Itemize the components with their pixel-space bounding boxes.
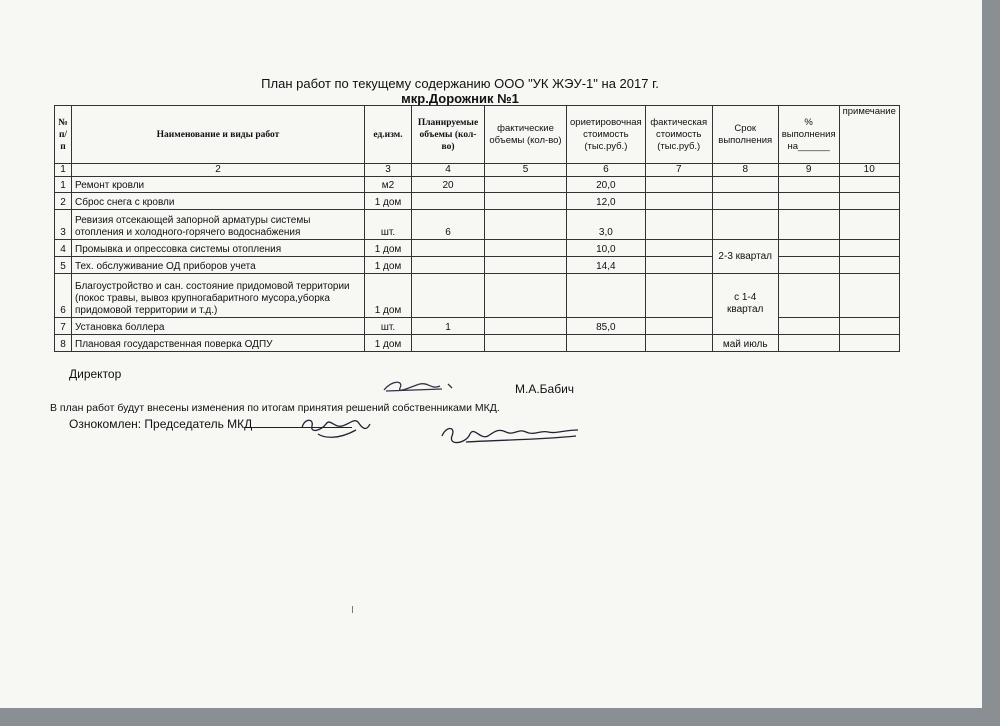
- row-note: [839, 210, 899, 240]
- row-actual-cost: [645, 177, 712, 193]
- row-number: 6: [55, 274, 72, 318]
- header-percent: % выполнения на______: [778, 106, 839, 164]
- row-name: Тех. обслуживание ОД приборов учета: [72, 257, 365, 274]
- row-note: [839, 177, 899, 193]
- director-label: Директор: [69, 367, 122, 381]
- row-unit: 1 дом: [365, 240, 412, 257]
- row-note: [839, 274, 899, 318]
- row-actual-volume: [485, 335, 567, 352]
- col-number: 7: [645, 164, 712, 177]
- row-deadline: май июль: [712, 335, 778, 352]
- row-planned: 20: [412, 177, 485, 193]
- col-number: 2: [72, 164, 365, 177]
- col-number: 1: [55, 164, 72, 177]
- row-number: 5: [55, 257, 72, 274]
- header-actual-cost: фактическая стоимость (тыс.руб.): [645, 106, 712, 164]
- row-actual-volume: [485, 274, 567, 318]
- header-note: примечание: [839, 106, 899, 164]
- row-note: [839, 335, 899, 352]
- chairman-signature: [298, 412, 378, 442]
- col-number: 10: [839, 164, 899, 177]
- row-planned: 6: [412, 210, 485, 240]
- row-number: 4: [55, 240, 72, 257]
- document-subtitle: мкр.Дорожник №1: [401, 91, 519, 106]
- row-actual-volume: [485, 193, 567, 210]
- col-number: 5: [485, 164, 567, 177]
- table-header-row: [55, 106, 900, 164]
- row-name: Промывка и опрессовка системы отопления: [72, 240, 365, 257]
- header-name: Наименование и виды работ: [72, 106, 365, 164]
- row-actual-cost: [645, 274, 712, 318]
- ack-label: Ознокомлен: Председатель МКД: [69, 417, 253, 431]
- row-est-cost: 12,0: [567, 193, 646, 210]
- col-number: 9: [778, 164, 839, 177]
- row-percent: [778, 335, 839, 352]
- second-signature: [436, 418, 586, 452]
- col-number: 4: [412, 164, 485, 177]
- row-unit: шт.: [365, 318, 412, 335]
- row-planned: 1: [412, 318, 485, 335]
- row-unit: 1 дом: [365, 257, 412, 274]
- row-unit: м2: [365, 177, 412, 193]
- row-percent: [778, 240, 839, 257]
- row-note: [839, 318, 899, 335]
- row-percent: [778, 210, 839, 240]
- table-row: [55, 193, 900, 210]
- changes-note: В план работ будут внесены изменения по итогам принятия решений собственниками МКД.: [50, 402, 500, 414]
- row-name: Ревизия отсекающей запорной арматуры системы отопления и холодного-горячего водоснабжения: [72, 210, 365, 240]
- row-name: Благоустройство и сан. состояние придомовой территории (покос травы, вывоз крупногабаритного мусора,уборка придомовой территории и т.д.): [72, 274, 365, 318]
- row-name: Сброс снега с кровли: [72, 193, 365, 210]
- row-deadline: [712, 177, 778, 193]
- row-number: 1: [55, 177, 72, 193]
- row-actual-volume: [485, 318, 567, 335]
- row-number: 3: [55, 210, 72, 240]
- scan-mark: [352, 606, 353, 613]
- row-est-cost: 3,0: [567, 210, 646, 240]
- row-number: 8: [55, 335, 72, 352]
- row-note: [839, 240, 899, 257]
- row-unit: 1 дом: [365, 335, 412, 352]
- row-note: [839, 257, 899, 274]
- row-planned: [412, 335, 485, 352]
- table-row: [55, 240, 900, 257]
- row-actual-cost: [645, 318, 712, 335]
- row-actual-volume: [485, 177, 567, 193]
- row-est-cost: 20,0: [567, 177, 646, 193]
- director-name: М.А.Бабич: [515, 382, 575, 396]
- row-name: Плановая государственная поверка ОДПУ: [72, 335, 365, 352]
- row-note: [839, 193, 899, 210]
- table-row: [55, 177, 900, 193]
- table-row: [55, 274, 900, 318]
- row-name: Установка боллера: [72, 318, 365, 335]
- row-planned: [412, 257, 485, 274]
- row-actual-cost: [645, 335, 712, 352]
- row-unit: шт.: [365, 210, 412, 240]
- row-planned: [412, 274, 485, 318]
- row-actual-volume: [485, 240, 567, 257]
- row-deadline: с 1-4 квартал: [712, 274, 778, 335]
- row-planned: [412, 193, 485, 210]
- row-deadline: [712, 210, 778, 240]
- column-number-row: [55, 164, 900, 177]
- row-est-cost: 10,0: [567, 240, 646, 257]
- director-signature: [378, 376, 478, 398]
- header-planned: Планируемые объемы (кол-во): [412, 106, 485, 164]
- row-est-cost: [567, 335, 646, 352]
- row-unit: 1 дом: [365, 274, 412, 318]
- row-percent: [778, 193, 839, 210]
- row-actual-cost: [645, 193, 712, 210]
- row-actual-volume: [485, 210, 567, 240]
- header-unit: ед.изм.: [365, 106, 412, 164]
- row-unit: 1 дом: [365, 193, 412, 210]
- header-est-cost: ориетировочная стоимость (тыс.руб.): [567, 106, 646, 164]
- row-deadline: [712, 193, 778, 210]
- row-actual-cost: [645, 240, 712, 257]
- col-number: 6: [567, 164, 646, 177]
- row-actual-volume: [485, 257, 567, 274]
- row-percent: [778, 257, 839, 274]
- row-planned: [412, 240, 485, 257]
- table-row: [55, 210, 900, 240]
- row-actual-cost: [645, 210, 712, 240]
- work-plan-table: [54, 105, 900, 352]
- row-percent: [778, 274, 839, 318]
- document-title: План работ по текущему содержанию ООО "УК ЖЭУ-1" на 2017 г.: [261, 76, 659, 91]
- row-est-cost: 85,0: [567, 318, 646, 335]
- row-est-cost: [567, 274, 646, 318]
- row-actual-cost: [645, 257, 712, 274]
- col-number: 8: [712, 164, 778, 177]
- row-name: Ремонт кровли: [72, 177, 365, 193]
- table-row: [55, 335, 900, 352]
- header-no: № п/п: [55, 106, 72, 164]
- row-number: 2: [55, 193, 72, 210]
- row-percent: [778, 177, 839, 193]
- row-percent: [778, 318, 839, 335]
- header-deadline: Срок выполнения: [712, 106, 778, 164]
- row-est-cost: 14,4: [567, 257, 646, 274]
- row-deadline: 2-3 квартал: [712, 240, 778, 274]
- row-number: 7: [55, 318, 72, 335]
- col-number: 3: [365, 164, 412, 177]
- header-actual-volume: фактические объемы (кол-во): [485, 106, 567, 164]
